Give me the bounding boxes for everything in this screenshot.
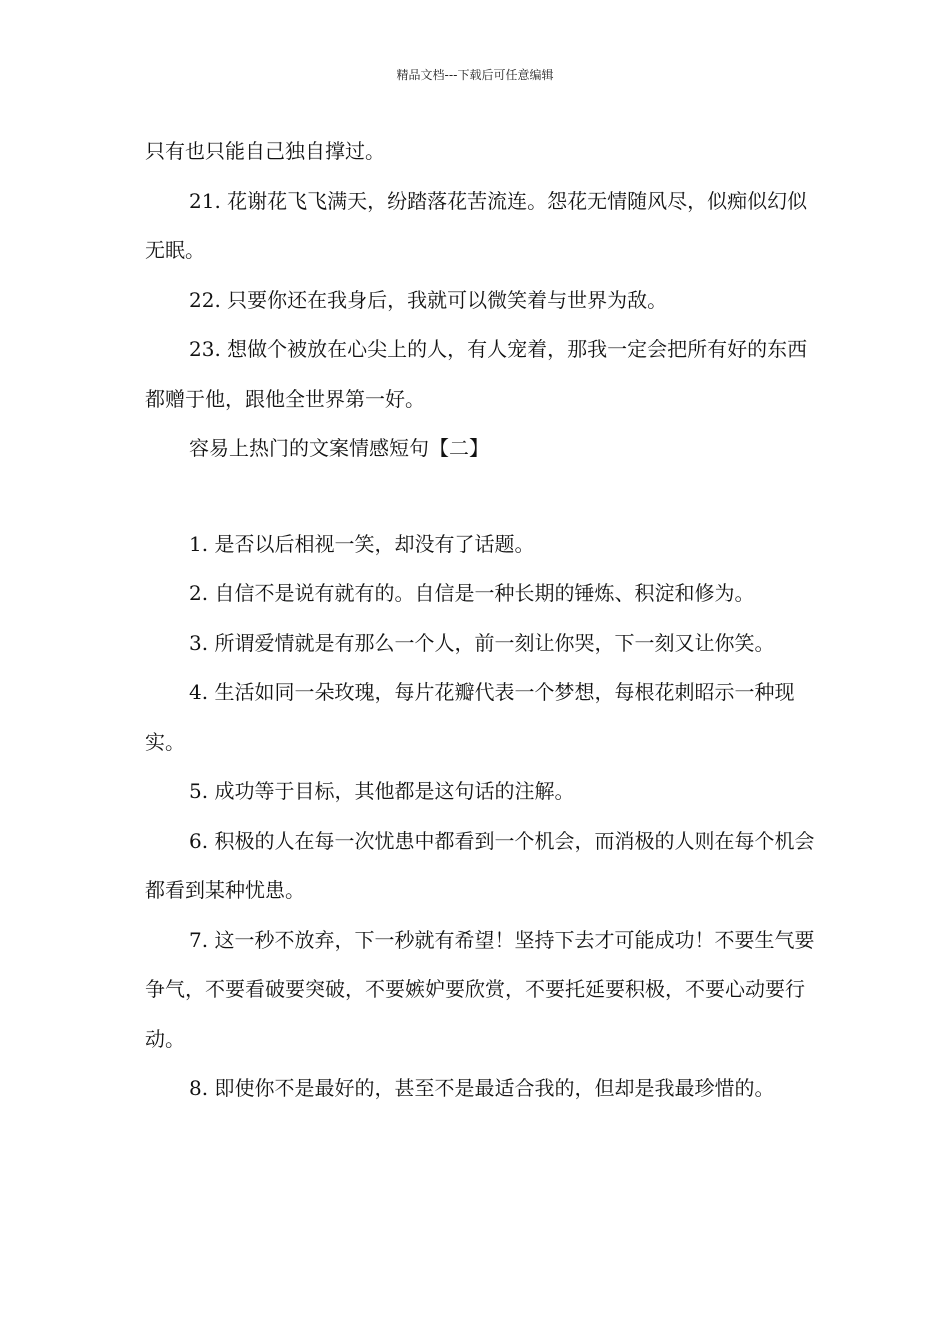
list-item-8: 8. 即使你不是最好的，甚至不是最适合我的，但却是我最珍惜的。 [189, 1076, 775, 1100]
list-item-3: 3. 所谓爱情就是有那么一个人，前一刻让你哭，下一刻又让你笑。 [189, 630, 775, 655]
list-item-22: 22. 只要你还在我身后，我就可以微笑着与世界为敌。 [189, 287, 668, 312]
list-item-2: 2. 自信不是说有就有的。自信是一种长期的锤炼、积淀和修为。 [189, 581, 755, 605]
list-item-21: 21. 花谢花飞飞满天，纷踏落花苦流连。怨花无情随风尽，似痴似幻似无眠。 [145, 188, 808, 262]
section-heading: 容易上热门的文案情感短句【二】 [189, 436, 489, 460]
list-item-23: 23. 想做个被放在心尖上的人，有人宠着，那我一定会把所有好的东西都赠于他，跟他全世界第一好。 [145, 337, 808, 411]
list-item-7: 7. 这一秒不放弃，下一秒就有希望！坚持下去才可能成功！不要生气要争气，不要看破要突破，不要嫉妒要欣赏，不要托延要积极，不要心动要行动。 [145, 927, 815, 1051]
document-body [145, 127, 825, 1114]
list-item-5: 5. 成功等于目标，其他都是这句话的注解。 [189, 779, 575, 803]
page-header: 精品文档---下载后可任意编辑 [396, 68, 554, 82]
continued-paragraph: 只有也只能自己独自撑过。 [145, 139, 385, 163]
list-item-4: 4. 生活如同一朵玫瑰，每片花瓣代表一个梦想，每根花刺昭示一种现实。 [145, 680, 795, 754]
list-item-6: 6. 积极的人在每一次忧患中都看到一个机会，而消极的人则在每个机会都看到某种忧患。 [145, 828, 815, 902]
list-item-1: 1. 是否以后相视一笑，却没有了话题。 [189, 531, 535, 556]
